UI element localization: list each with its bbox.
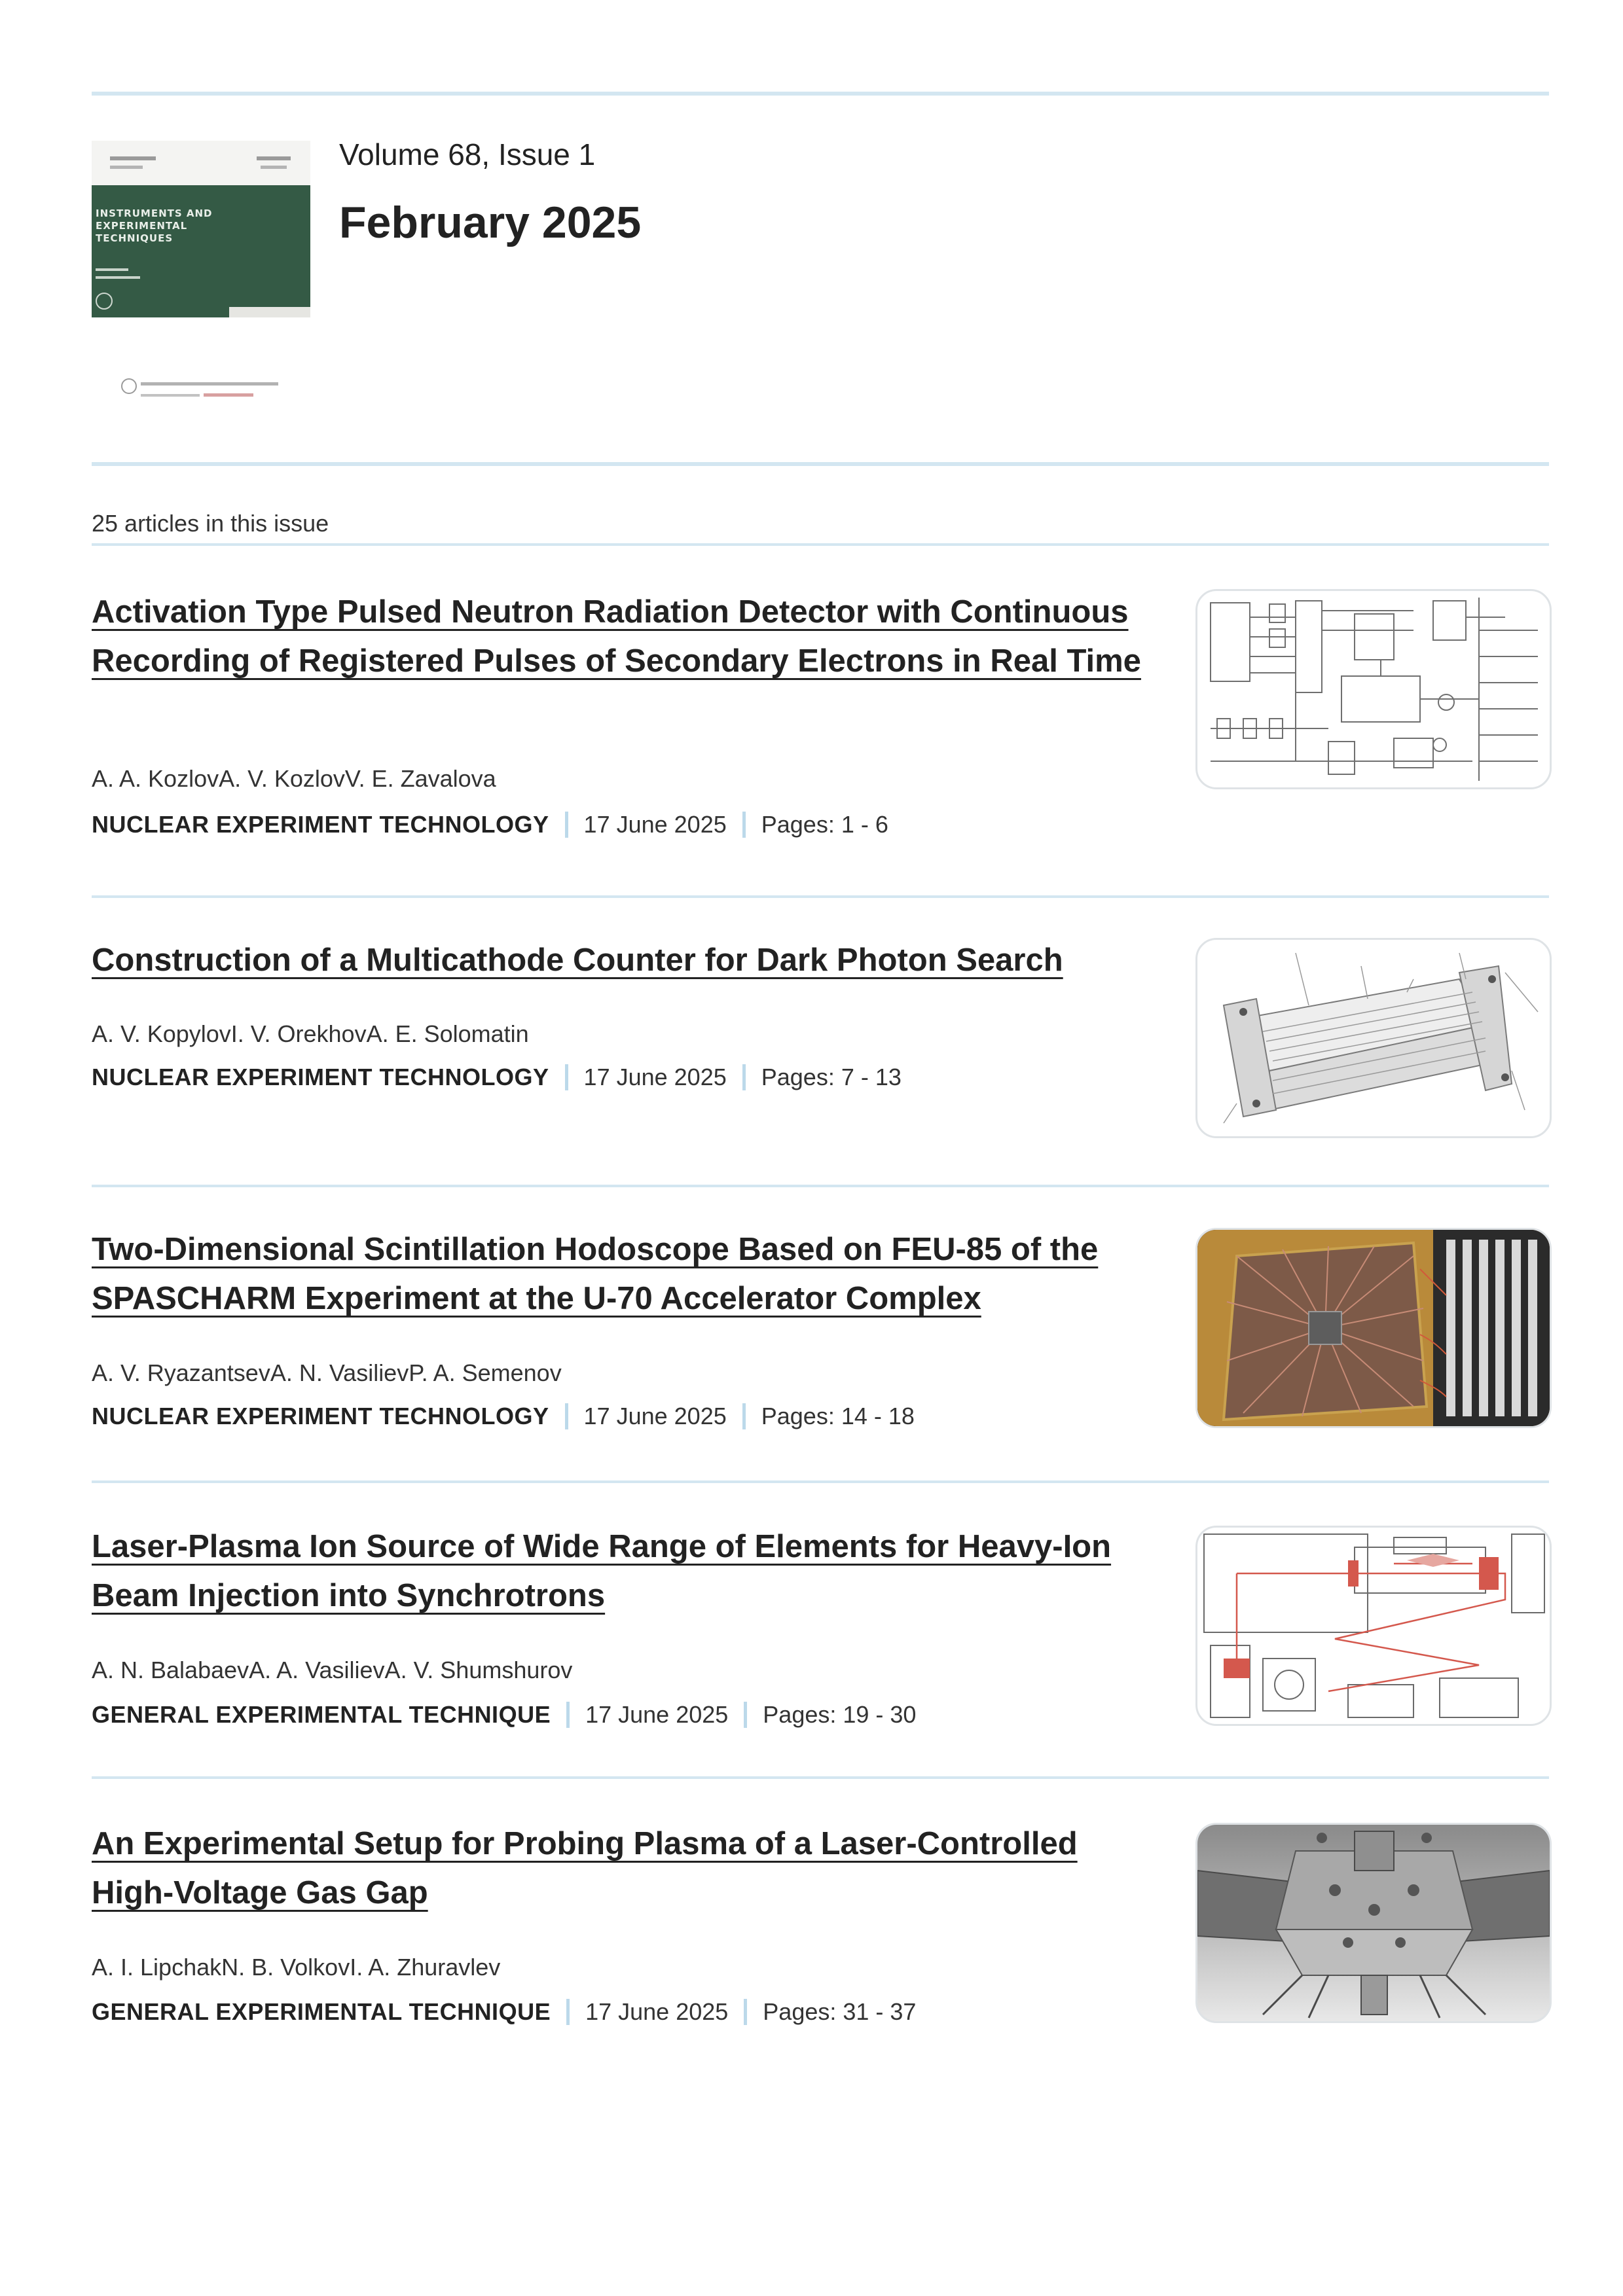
article-divider xyxy=(92,1776,1549,1779)
article-authors: A. V. KopylovI. V. OrekhovA. E. Solomatin xyxy=(92,1020,529,1047)
top-divider xyxy=(92,92,1549,96)
gas-gap-render-icon[interactable] xyxy=(1195,1823,1552,2023)
article-title-link[interactable]: Two-Dimensional Scintillation Hodoscope Based on FEU-85 of the SPASCHARM Experiment at the U-70 Accelerator Complex xyxy=(92,1232,1099,1316)
publisher-logo xyxy=(121,372,285,411)
article-date: 17 June 2025 xyxy=(583,1403,727,1429)
counter-drawing-icon[interactable] xyxy=(1195,938,1552,1138)
cover-journal-title: INSTRUMENTS AND EXPERIMENTAL TECHNIQUES xyxy=(96,207,213,244)
article-type: GENERAL EXPERIMENTAL TECHNIQUE xyxy=(92,1998,551,2025)
laser-setup-diagram-svg xyxy=(1197,1528,1550,1724)
article-type: NUCLEAR EXPERIMENT TECHNOLOGY xyxy=(92,811,549,838)
counter-drawing-svg xyxy=(1197,940,1550,1136)
article-meta xyxy=(92,1063,902,1092)
article-pages: Pages: 19 - 30 xyxy=(763,1701,917,1728)
article-title xyxy=(92,936,1165,985)
circuit-diagram-svg xyxy=(1197,591,1550,787)
issue-volume: Volume 68, Issue 1 xyxy=(339,137,596,171)
circuit-diagram-icon[interactable] xyxy=(1195,589,1552,789)
gas-gap-render-svg xyxy=(1197,1825,1550,2021)
publisher-emblem-icon xyxy=(121,378,137,394)
article-title-link[interactable]: Construction of a Multicathode Counter for Dark Photon Search xyxy=(92,942,1063,978)
article-authors: A. N. BalabaevA. A. VasilievA. V. Shumshurov xyxy=(92,1657,573,1683)
article-authors: A. A. KozlovA. V. KozlovV. E. Zavalova xyxy=(92,765,496,792)
article-title xyxy=(92,1225,1165,1323)
article-date: 17 June 2025 xyxy=(585,1701,729,1728)
hodoscope-photo-icon[interactable] xyxy=(1195,1228,1552,1428)
list-divider xyxy=(92,543,1549,546)
article-divider xyxy=(92,1185,1549,1187)
cover-editor-lines xyxy=(96,268,140,284)
article-pages: Pages: 7 - 13 xyxy=(761,1064,902,1090)
article-meta xyxy=(92,1700,916,1729)
hodoscope-photo-svg xyxy=(1197,1230,1550,1426)
article-meta xyxy=(92,1402,915,1431)
article-meta xyxy=(92,1998,916,2026)
article-title xyxy=(92,1522,1165,1621)
article-meta xyxy=(92,810,888,839)
article-pages: Pages: 14 - 18 xyxy=(761,1403,915,1429)
cover-header-band xyxy=(92,141,310,185)
article-divider xyxy=(92,895,1549,898)
article-pages: Pages: 31 - 37 xyxy=(763,1998,917,2025)
article-date: 17 June 2025 xyxy=(583,1064,727,1090)
article-date: 17 June 2025 xyxy=(583,811,727,838)
header-divider xyxy=(92,462,1549,466)
article-authors: A. I. LipchakN. B. VolkovI. A. Zhuravlev xyxy=(92,1954,501,1981)
article-type: NUCLEAR EXPERIMENT TECHNOLOGY xyxy=(92,1064,549,1090)
article-divider xyxy=(92,1480,1549,1483)
article-title-link[interactable]: Laser-Plasma Ion Source of Wide Range of Elements for Heavy-Ion Beam Injection into Synchrotrons xyxy=(92,1529,1112,1613)
article-date: 17 June 2025 xyxy=(585,1998,729,2025)
cover-seal-icon xyxy=(96,293,113,310)
article-authors: A. V. RyazantsevA. N. VasilievP. A. Semenov xyxy=(92,1359,562,1386)
article-title xyxy=(92,588,1165,686)
issue-date: February 2025 xyxy=(339,198,642,247)
article-pages: Pages: 1 - 6 xyxy=(761,811,888,838)
laser-setup-diagram-icon[interactable] xyxy=(1195,1526,1552,1726)
article-title-link[interactable]: An Experimental Setup for Probing Plasma of a Laser-Controlled High-Voltage Gas Gap xyxy=(92,1826,1078,1910)
article-type: NUCLEAR EXPERIMENT TECHNOLOGY xyxy=(92,1403,549,1429)
article-title xyxy=(92,1820,1165,1918)
article-count: 25 articles in this issue xyxy=(92,510,329,537)
journal-cover-image[interactable] xyxy=(92,141,310,317)
article-title-link[interactable]: Activation Type Pulsed Neutron Radiation Detector with Continuous Recording of Registered Pulses of Secondary Electrons in Real Time xyxy=(92,594,1141,679)
article-type: GENERAL EXPERIMENTAL TECHNIQUE xyxy=(92,1701,551,1728)
